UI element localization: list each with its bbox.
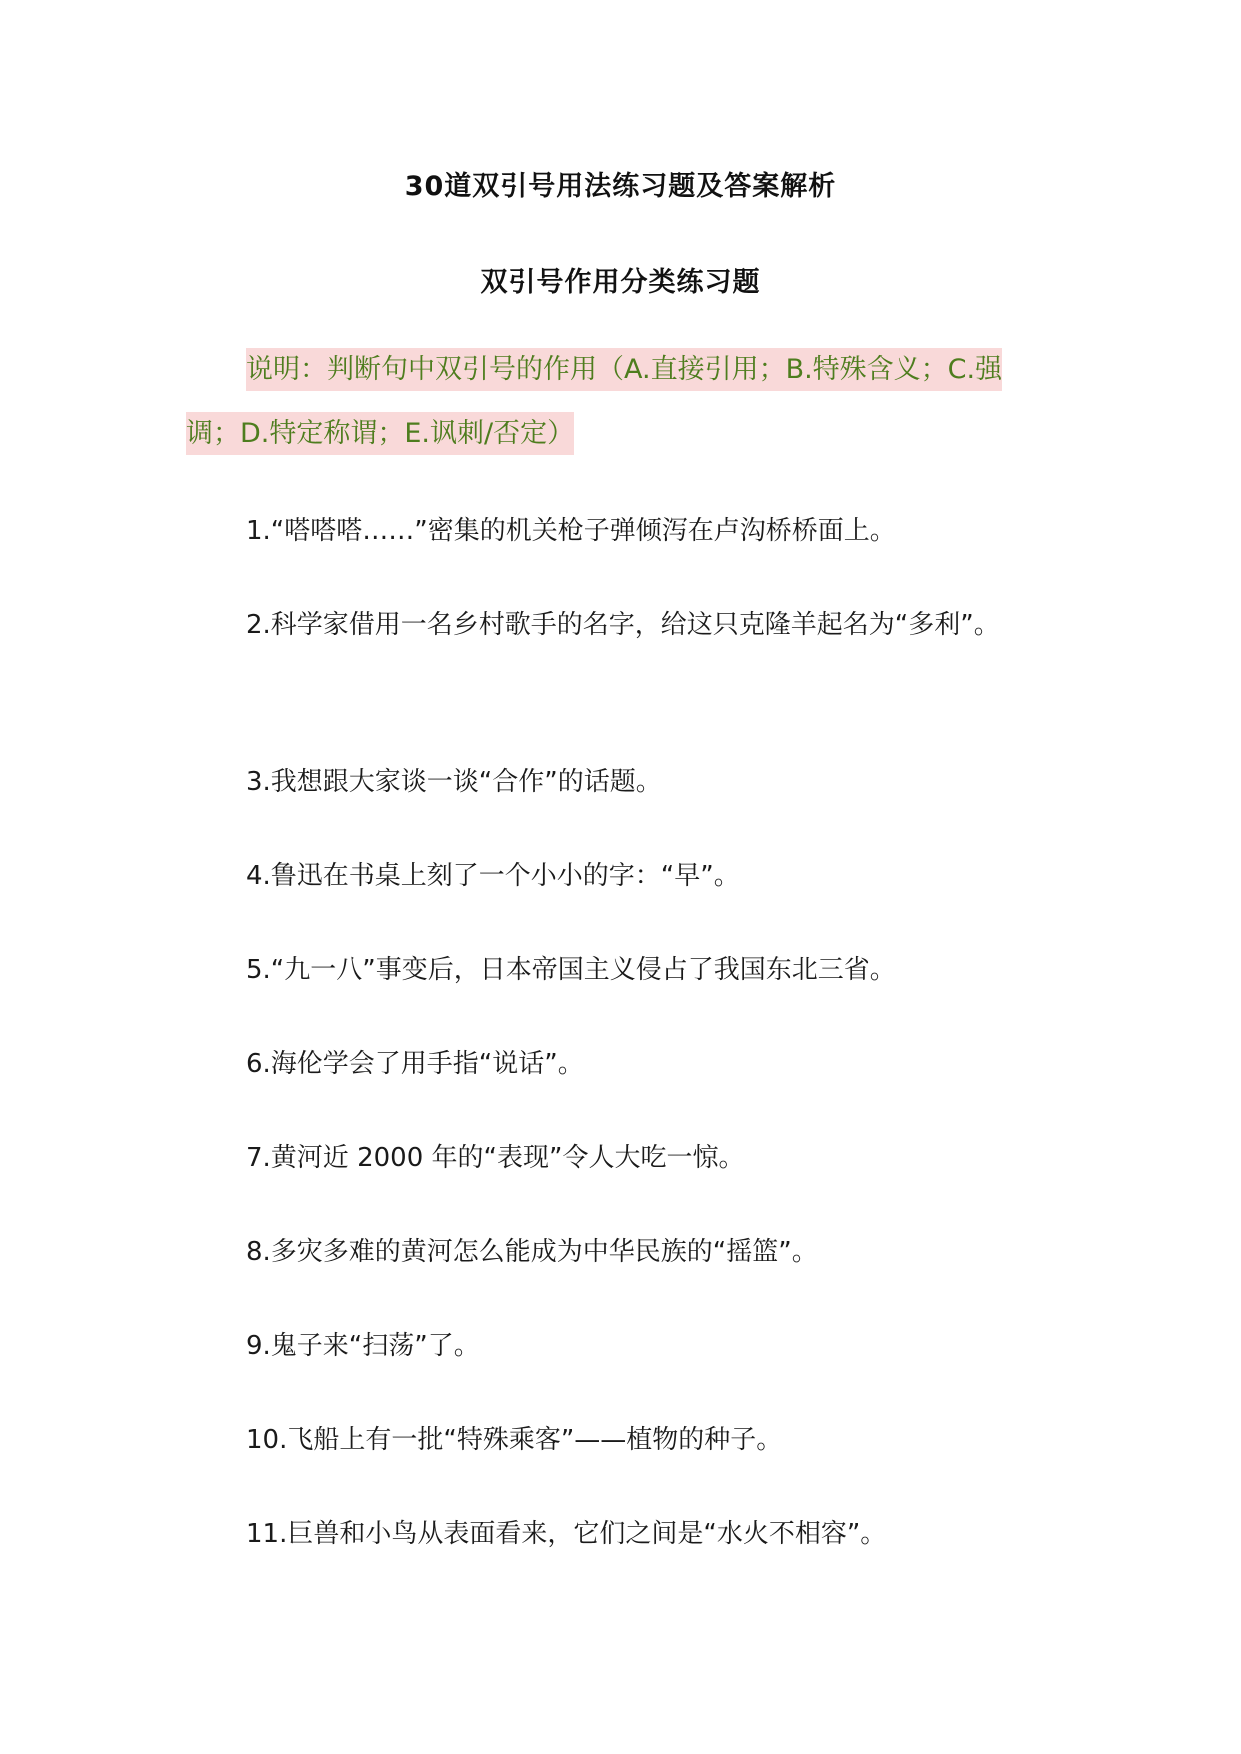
- document-subtitle: 双引号作用分类练习题: [480, 267, 761, 298]
- instruction-note: [186, 338, 1046, 466]
- question-item: 9.鬼子来“扫荡”了。: [246, 1331, 480, 1361]
- question-item: 5.“九一八”事变后，日本帝国主义侵占了我国东北三省。: [246, 955, 896, 985]
- instruction-note-text: 说明：判断句中双引号的作用（A.直接引用；B.特殊含义；C.强调；D.特定称谓；E.讽刺/否定）: [186, 348, 1002, 455]
- question-item: 10.飞船上有一批“特殊乘客”——植物的种子。: [246, 1425, 783, 1455]
- question-item: 8.多灾多难的黄河怎么能成为中华民族的“摇篮”。: [246, 1237, 818, 1267]
- question-item: 1.“嗒嗒嗒……”密集的机关枪子弹倾泻在卢沟桥桥面上。: [246, 516, 896, 546]
- question-item: 3.我想跟大家谈一谈“合作”的话题。: [246, 767, 662, 797]
- question-item: 11.巨兽和小鸟从表面看来，它们之间是“水火不相容”。: [246, 1519, 887, 1549]
- question-item: 2.科学家借用一名乡村歌手的名字，给这只克隆羊起名为“多利”。: [246, 610, 1000, 640]
- document-title: 30道双引号用法练习题及答案解析: [404, 171, 837, 202]
- question-item: 4.鲁迅在书桌上刻了一个小小的字：“早”。: [246, 861, 740, 891]
- question-item: 6.海伦学会了用手指“说话”。: [246, 1049, 584, 1079]
- question-item: 7.黄河近 2000 年的“表现”令人大吃一惊。: [246, 1143, 745, 1173]
